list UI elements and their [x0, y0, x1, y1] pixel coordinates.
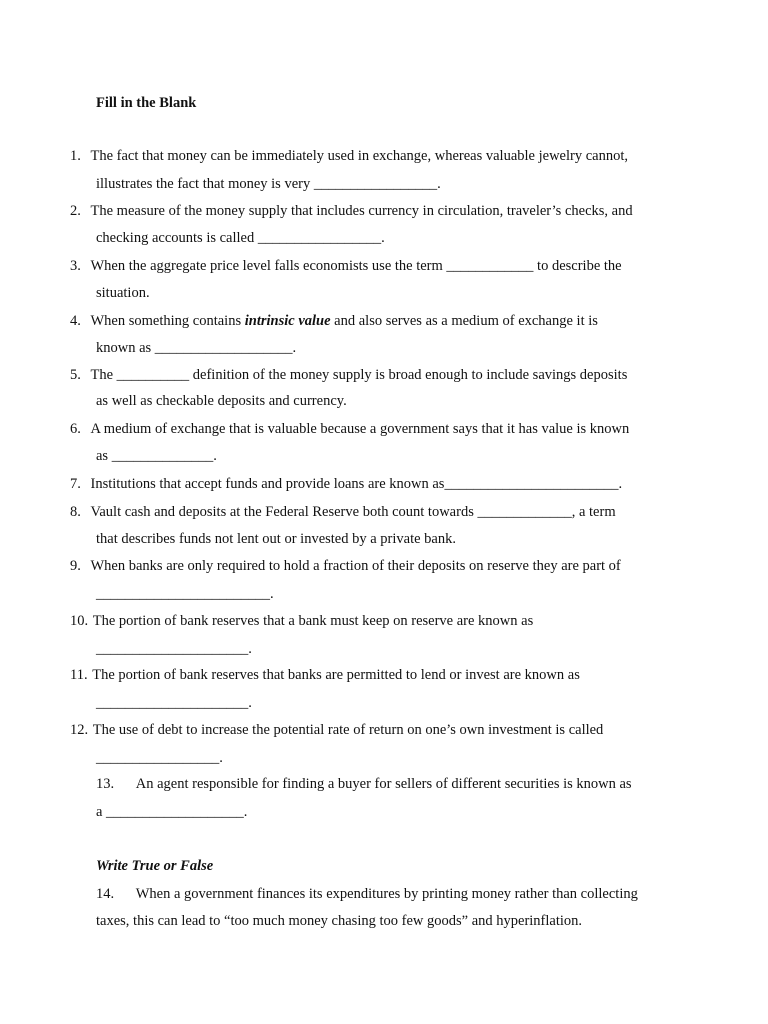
question-number: 4.: [70, 313, 81, 329]
question-2-line-2: checking accounts is called _________________.: [96, 230, 385, 246]
question-number: 12.: [70, 722, 89, 738]
question-text: The portion of bank reserves that a bank must keep on reserve are known as: [92, 613, 534, 629]
question-text: Institutions that accept funds and provide loans are known as________________________.: [90, 476, 623, 492]
question-3-line-2: situation.: [96, 285, 150, 301]
question-text: A medium of exchange that is valuable because a government says that it has value is known: [90, 421, 630, 437]
question-1-line-2: illustrates the fact that money is very _________________.: [96, 176, 441, 192]
question-text: The __________ definition of the money supply is broad enough to include savings deposits: [90, 367, 628, 383]
question-10-line-2: _____________________.: [96, 641, 252, 657]
question-14-line-1: [96, 885, 638, 903]
question-12-line-1: [70, 721, 603, 739]
question-number: 14.: [96, 886, 115, 902]
question-number: 2.: [70, 203, 81, 219]
question-number: 5.: [70, 367, 81, 383]
question-9-line-1: [70, 557, 621, 575]
emphasized-term: intrinsic value: [244, 313, 331, 329]
question-number: 8.: [70, 504, 81, 520]
question-text: The fact that money can be immediately used in exchange, whereas valuable jewelry cannot,: [90, 148, 628, 164]
question-number: 1.: [70, 148, 81, 164]
question-8-line-2: that describes funds not lent out or invested by a private bank.: [96, 531, 456, 547]
question-13-line-2: a ___________________.: [96, 804, 248, 820]
question-3-line-1: [70, 257, 622, 275]
question-text: The use of debt to increase the potential rate of return on one’s own investment is called: [92, 722, 604, 738]
question-number: 10.: [70, 613, 89, 629]
question-text: An agent responsible for finding a buyer for sellers of different securities is known as: [135, 776, 632, 792]
question-13-line-1: [96, 775, 632, 793]
question-text: When a government finances its expenditures by printing money rather than collecting: [135, 886, 638, 902]
question-text: When banks are only required to hold a fraction of their deposits on reserve they are part of: [90, 558, 621, 574]
question-7-line-1: [70, 475, 622, 493]
question-6-line-1: [70, 420, 629, 438]
question-10-line-1: [70, 612, 533, 630]
question-number: 9.: [70, 558, 81, 574]
question-number: 3.: [70, 258, 81, 274]
question-11-line-1: [70, 666, 580, 684]
question-12-line-2: _________________.: [96, 750, 223, 766]
question-text: The portion of bank reserves that banks are permitted to lend or invest are known as: [92, 667, 580, 683]
question-number: 13.: [96, 776, 115, 792]
question-text-part: and also serves as a medium of exchange it is: [330, 313, 598, 329]
question-9-line-2: ________________________.: [96, 586, 274, 602]
question-2-line-1: [70, 202, 633, 220]
section-heading-true-false: Write True or False: [96, 858, 214, 874]
worksheet-heading: Fill in the Blank: [96, 95, 197, 111]
question-6-line-2: as ______________.: [96, 448, 217, 464]
question-text: When the aggregate price level falls economists use the term ____________ to describe the: [90, 258, 622, 274]
question-text: The measure of the money supply that includes currency in circulation, traveler’s checks, and: [90, 203, 633, 219]
question-4-line-2: known as ___________________.: [96, 340, 297, 356]
question-5-line-1: [70, 366, 627, 384]
question-8-line-1: [70, 503, 616, 521]
question-text: Vault cash and deposits at the Federal Reserve both count towards _____________, a term: [90, 504, 616, 520]
question-number: 7.: [70, 476, 81, 492]
question-text-part: When something contains: [90, 313, 245, 329]
question-14-line-2: taxes, this can lead to “too much money chasing too few goods” and hyperinflation.: [96, 913, 583, 929]
question-1-line-1: [70, 147, 628, 165]
question-11-line-2: _____________________.: [96, 695, 252, 711]
question-text: [91, 313, 598, 329]
question-4-line-1: [70, 312, 598, 330]
question-number: 11.: [70, 667, 88, 683]
question-5-line-2: as well as checkable deposits and currency.: [96, 393, 347, 409]
question-number: 6.: [70, 421, 81, 437]
